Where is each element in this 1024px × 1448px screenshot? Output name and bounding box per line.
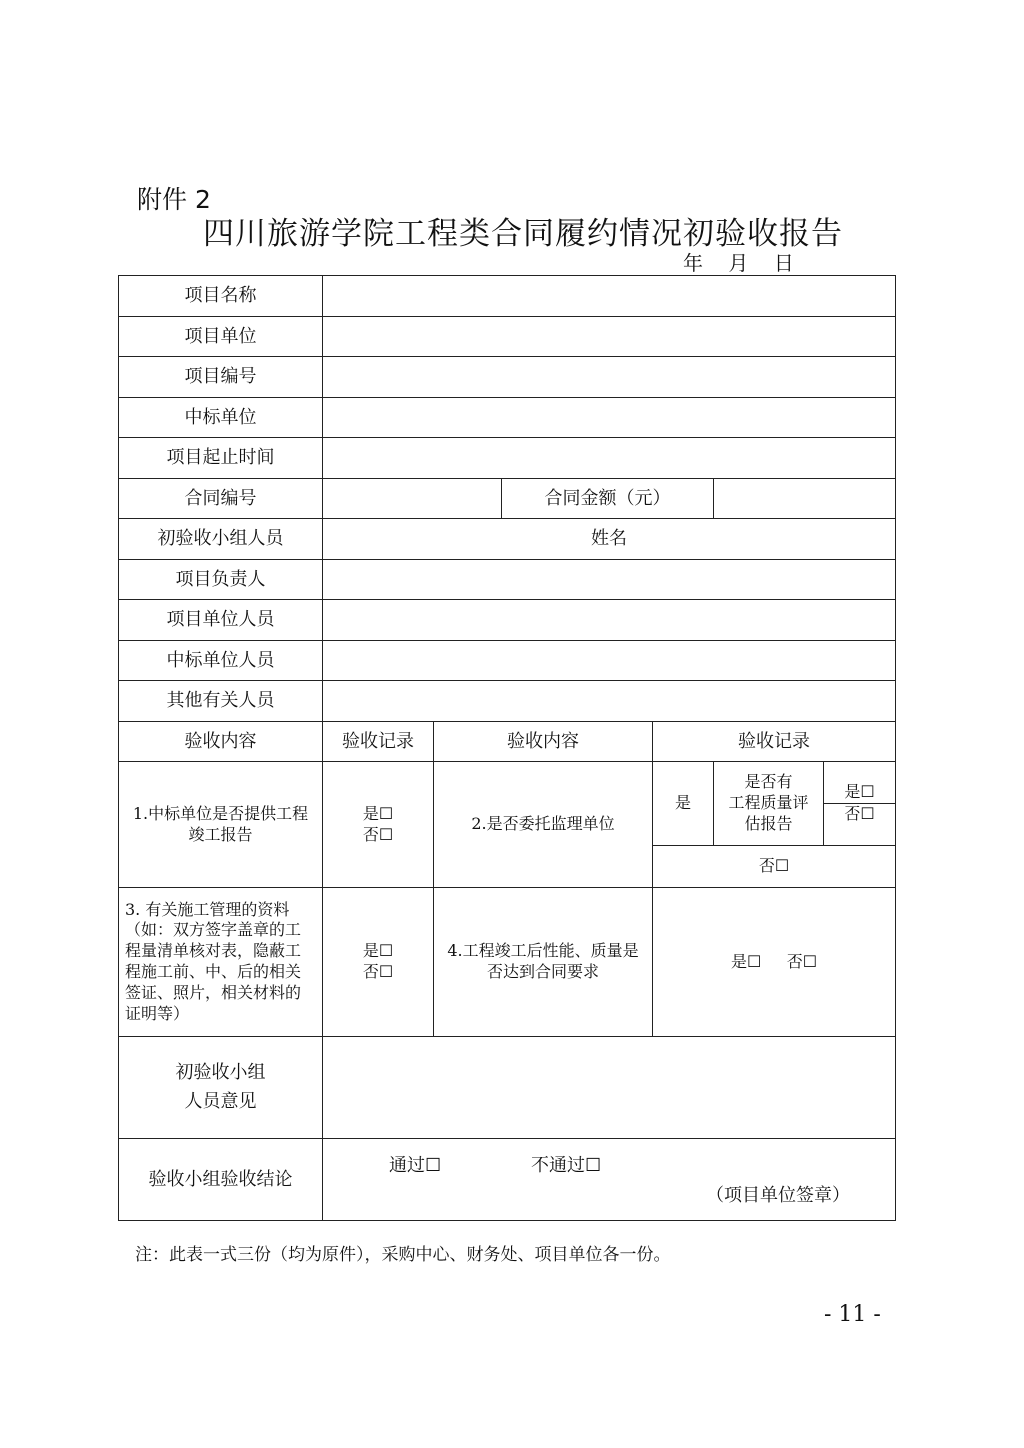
page-number: - 11 - bbox=[824, 1302, 881, 1327]
contract-number-value[interactable] bbox=[323, 478, 502, 519]
conclusion-label: 验收小组验收结论 bbox=[119, 1139, 323, 1221]
winning-unit-staff-value[interactable] bbox=[323, 640, 896, 681]
row-project-period bbox=[119, 438, 896, 479]
row-item1-a bbox=[119, 762, 896, 846]
quality-report-line-1: 是否有 bbox=[744, 772, 793, 792]
winning-unit-value[interactable] bbox=[323, 397, 896, 438]
project-unit-staff-value[interactable] bbox=[323, 600, 896, 641]
project-name-value[interactable] bbox=[323, 276, 896, 317]
project-unit-value[interactable] bbox=[323, 316, 896, 357]
winning-unit-label: 中标单位 bbox=[119, 397, 323, 438]
item4-content bbox=[434, 888, 653, 1037]
quality-report-line-3: 估报告 bbox=[744, 813, 793, 833]
acceptance-report-form bbox=[118, 275, 896, 1221]
item4-line-2: 否达到合同要求 bbox=[486, 962, 599, 981]
item3-line-2: （如：双方签字盖章的工 bbox=[125, 920, 302, 940]
row-contract bbox=[119, 478, 896, 519]
item4-answer-checkboxes[interactable]: 是☐ 否☐ bbox=[653, 888, 896, 1037]
content-header-1: 验收内容 bbox=[119, 721, 323, 762]
row-project-number bbox=[119, 357, 896, 398]
item3-no-checkbox[interactable]: 否☐ bbox=[362, 962, 394, 981]
item3-yes-checkbox[interactable]: 是☐ bbox=[362, 941, 394, 961]
date-line: 年 月 日 bbox=[683, 251, 794, 275]
opinion-label bbox=[119, 1037, 323, 1139]
row-project-unit-staff bbox=[119, 600, 896, 641]
item3-line-6: 证明等） bbox=[125, 1003, 190, 1023]
item4-line-1: 4.工程竣工后性能、质量是 bbox=[447, 941, 639, 961]
row-acceptance-header bbox=[119, 721, 896, 762]
item2-no-checkbox[interactable]: 否☐ bbox=[653, 846, 896, 888]
quality-report-yes-checkbox[interactable]: 是☐ bbox=[824, 782, 895, 803]
attachment-label: 附件 2 bbox=[137, 185, 211, 214]
row-project-unit bbox=[119, 316, 896, 357]
other-staff-label: 其他有关人员 bbox=[119, 681, 323, 722]
opinion-line-2: 人员意见 bbox=[184, 1090, 257, 1112]
quality-report-question bbox=[714, 762, 824, 846]
row-project-name bbox=[119, 276, 896, 317]
project-period-label: 项目起止时间 bbox=[119, 438, 323, 479]
conclusion-area bbox=[323, 1140, 895, 1220]
project-leader-label: 项目负责人 bbox=[119, 559, 323, 600]
item1-no-checkbox[interactable]: 否☐ bbox=[362, 824, 394, 844]
item1-line-1: 1.中标单位是否提供工程 bbox=[132, 803, 309, 823]
contract-number-label: 合同编号 bbox=[119, 478, 323, 519]
row-winning-unit-staff bbox=[119, 640, 896, 681]
content-header-2: 验收内容 bbox=[434, 721, 653, 762]
row-group-members bbox=[119, 519, 896, 560]
pass-checkbox[interactable]: 通过☐ bbox=[389, 1154, 442, 1176]
item3-content bbox=[119, 888, 323, 1037]
opinion-line-1: 初验收小组 bbox=[175, 1061, 266, 1083]
project-unit-staff-label: 项目单位人员 bbox=[119, 600, 323, 641]
opinion-value[interactable] bbox=[323, 1037, 896, 1139]
item3-line-5: 签证、照片，相关材料的 bbox=[125, 982, 302, 1002]
item3-line-3: 程量清单核对表，隐蔽工 bbox=[125, 941, 302, 961]
name-header: 姓名 bbox=[323, 519, 896, 560]
item2-content: 2.是否委托监理单位 bbox=[434, 762, 653, 888]
project-number-label: 项目编号 bbox=[119, 357, 323, 398]
page-title: 四川旅游学院工程类合同履约情况初验收报告 bbox=[203, 216, 843, 252]
row-winning-unit bbox=[119, 397, 896, 438]
conclusion-cell bbox=[323, 1139, 896, 1221]
item3-record bbox=[323, 888, 434, 1037]
project-period-value[interactable] bbox=[323, 438, 896, 479]
footer-note: 注：此表一式三份（均为原件），采购中心、财务处、项目单位各一份。 bbox=[135, 1245, 671, 1265]
item1-yes-checkbox[interactable]: 是☐ bbox=[362, 803, 394, 823]
record-header-1: 验收记录 bbox=[323, 721, 434, 762]
project-unit-label: 项目单位 bbox=[119, 316, 323, 357]
quality-report-line-2: 工程质量评 bbox=[728, 793, 809, 813]
row-project-leader bbox=[119, 559, 896, 600]
item1-record bbox=[323, 762, 434, 888]
row-item3 bbox=[119, 888, 896, 1037]
winning-unit-staff-label: 中标单位人员 bbox=[119, 640, 323, 681]
quality-report-no-checkbox[interactable]: 否☐ bbox=[824, 804, 895, 825]
project-number-value[interactable] bbox=[323, 357, 896, 398]
row-conclusion bbox=[119, 1139, 896, 1221]
quality-report-options bbox=[824, 762, 896, 846]
fail-checkbox[interactable]: 不通过☐ bbox=[531, 1154, 602, 1176]
signature-label: （项目单位签章） bbox=[706, 1184, 850, 1206]
project-leader-value[interactable] bbox=[323, 559, 896, 600]
group-members-label: 初验收小组人员 bbox=[119, 519, 323, 560]
row-opinion bbox=[119, 1037, 896, 1139]
project-name-label: 项目名称 bbox=[119, 276, 323, 317]
contract-amount-label: 合同金额（元） bbox=[502, 478, 714, 519]
other-staff-value[interactable] bbox=[323, 681, 896, 722]
record-header-2: 验收记录 bbox=[653, 721, 896, 762]
item1-content bbox=[119, 762, 323, 888]
quality-report-options-table bbox=[824, 782, 895, 825]
item3-line-1: 3. 有关施工管理的资料 bbox=[125, 899, 290, 919]
item1-line-2: 竣工报告 bbox=[188, 824, 253, 844]
item3-line-4: 程施工前、中、后的相关 bbox=[125, 962, 302, 981]
contract-amount-value[interactable] bbox=[714, 478, 896, 519]
row-other-staff bbox=[119, 681, 896, 722]
item2-yes-label: 是 bbox=[653, 762, 714, 846]
